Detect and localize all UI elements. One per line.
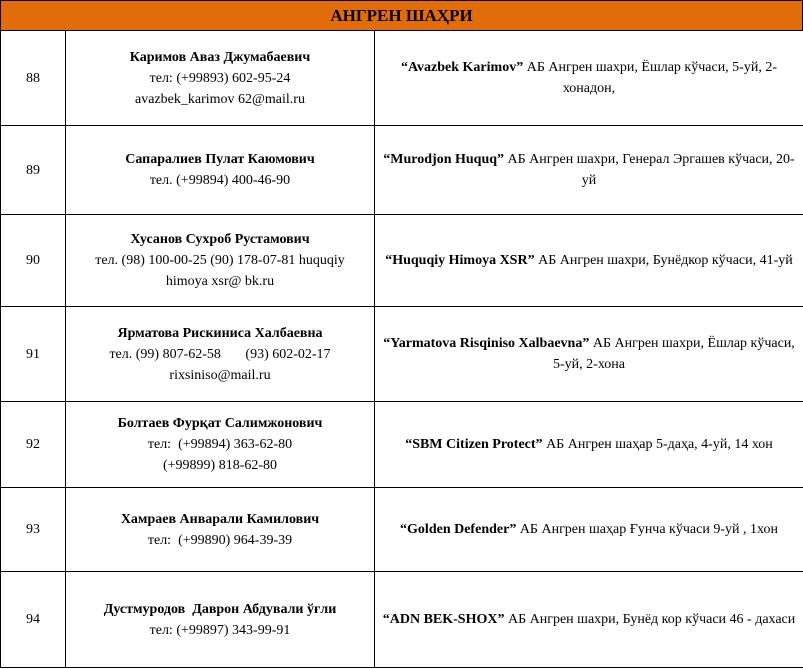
- contact-line: тел: (+99894) 363-62-80: [147, 437, 293, 452]
- contact-line: тел. (98) 100-00-25 (90) 178-07-81 huquqiy: [95, 253, 345, 268]
- organization-name: “SBM Citizen Protect”: [405, 437, 543, 452]
- row-number: 94: [1, 572, 66, 668]
- organization-address: АБ Ангрен шахри, Ёшлар кўчаси, 5-уй, 2-хона: [553, 336, 795, 372]
- table-row: [1, 572, 803, 668]
- person-name: Ярматова Рискиниса Халбаевна: [117, 325, 323, 341]
- table-row: [1, 402, 803, 488]
- row-number: 90: [1, 215, 66, 307]
- contact-line: rixsiniso@mail.ru: [169, 367, 271, 383]
- table-row: [1, 126, 803, 215]
- lawyer-table: [0, 30, 803, 668]
- person-name: Дустмуродов Даврон Абдували ўғли: [103, 601, 337, 617]
- row-number: 89: [1, 126, 66, 215]
- organization-address: АБ Ангрен шахри, Бунёдкор кўчаси, 41-уй: [534, 253, 793, 268]
- organization-name: “Murodjon Huquq”: [383, 152, 505, 167]
- row-number: 91: [1, 307, 66, 402]
- person-name: Сапаралиев Пулат Каюмович: [125, 152, 315, 167]
- city-header: [0, 0, 803, 31]
- row-number: 88: [1, 31, 66, 126]
- organization-address: АБ Ангрен шаҳар Ғунча кўчаси 9-уй , 1хон: [516, 522, 778, 537]
- organization-cell: [375, 307, 803, 402]
- person-cell: [66, 126, 375, 215]
- person-cell: [66, 402, 375, 488]
- table-row: [1, 215, 803, 307]
- person-name: Болтаев Фурқат Салимжонович: [117, 416, 323, 431]
- city-title: АНГРЕН ШАҲРИ: [330, 5, 473, 25]
- row-number: 92: [1, 402, 66, 488]
- person-name: Каримов Аваз Джумабаевич: [129, 49, 311, 65]
- organization-cell: [375, 572, 803, 668]
- contact-line: avazbek_karimov 62@mail.ru: [135, 91, 305, 107]
- contact-line: (+99899) 818-62-80: [162, 458, 278, 473]
- contact-line: тел. (99) 807-62-58 (93) 602-02-17: [109, 346, 331, 362]
- person-cell: [66, 307, 375, 402]
- contact-line: тел. (+99894) 400-46-90: [149, 173, 291, 188]
- organization-name: “ADN BEK-SHOX”: [382, 612, 505, 627]
- contact-line: тел: (+99893) 602-95-24: [149, 70, 291, 86]
- organization-cell: [375, 126, 803, 215]
- table-row: [1, 31, 803, 126]
- table-row: [1, 488, 803, 572]
- table-row: [1, 307, 803, 402]
- organization-name: “Huquqiy Himoya XSR”: [385, 253, 535, 268]
- person-cell: [66, 488, 375, 572]
- organization-cell: [375, 488, 803, 572]
- organization-address: АБ Ангрен шахри, Ёшлар кўчаси, 5-уй, 2-хонадон,: [523, 60, 778, 96]
- person-cell: [66, 31, 375, 126]
- row-number: 93: [1, 488, 66, 572]
- organization-cell: [375, 31, 803, 126]
- contact-line: тел: (+99897) 343-99-91: [149, 622, 291, 638]
- person-name: Хамраев Анварали Камилович: [120, 511, 320, 527]
- organization-name: “Avazbek Karimov”: [400, 60, 524, 75]
- organization-address: АБ Ангрен шахри, Генерал Эргашев кўчаси, 20-уй: [504, 152, 795, 188]
- contact-line: himoya xsr@ bk.ru: [165, 274, 275, 289]
- contact-line: тел: (+99890) 964-39-39: [147, 532, 293, 548]
- organization-name: “Yarmatova Risqiniso Xalbaevna”: [383, 336, 590, 351]
- organization-cell: [375, 215, 803, 307]
- person-cell: [66, 215, 375, 307]
- person-name: Хусанов Сухроб Рустамович: [130, 232, 310, 247]
- organization-name: “Golden Defender”: [400, 522, 517, 537]
- person-cell: [66, 572, 375, 668]
- organization-address: АБ Ангрен шахри, Бунёд кор кўчаси 46 - дахаси: [504, 612, 796, 627]
- organization-address: АБ Ангрен шаҳар 5-даҳа, 4-уй, 14 хон: [542, 437, 773, 452]
- organization-cell: [375, 402, 803, 488]
